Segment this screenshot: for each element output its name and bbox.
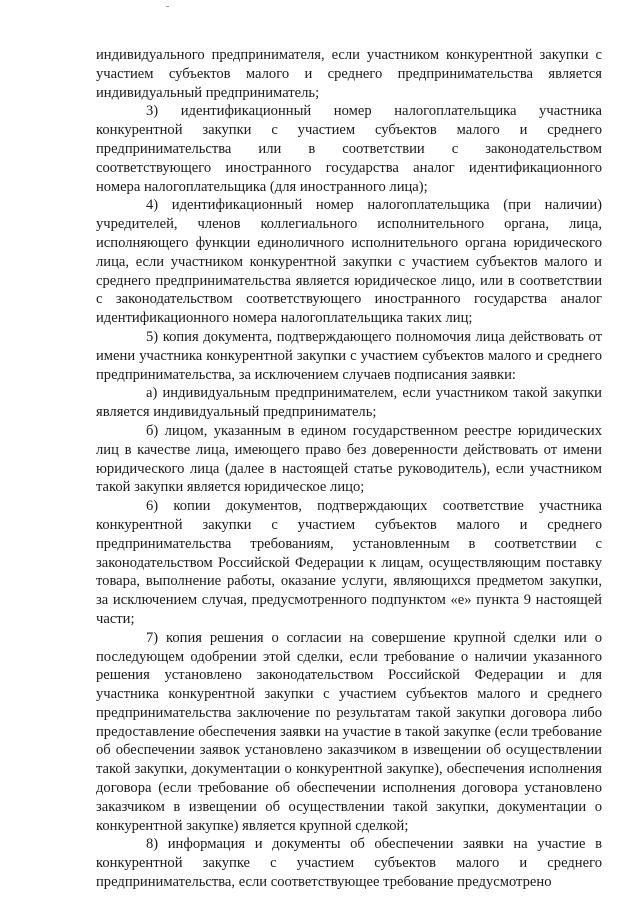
scan-artifact bbox=[166, 6, 169, 7]
document-body bbox=[96, 46, 602, 892]
paragraph-item-7: 7) копия решения о согласии на совершение крупной сделки или о последующем одобрении этой сделки, если требование о наличии указанного решения установлено законодательством Российской Федерации и для участника конкурентной закупки с участием субъектов малого и среднего предпринимательства заключение по результатам такой закупки договора либо предоставление обеспечения заявки на участие в такой закупке (если требование об обеспечении заявок установлено заказчиком в извещении об осуществлении такой закупки, документации о конкурентной закупке), обеспечения исполнения договора (если требование об обеспечении исполнения договора установлено заказчиком в извещении об осуществлении такой закупки, документации о конкурентной закупке) является крупной сделкой; bbox=[96, 629, 602, 834]
paragraph-item-3: 3) идентификационный номер налогоплательщика участника конкурентной закупки с участием субъектов малого и среднего предпринимательства или в соответствии с законодательством соответствующего иностранного государства аналог идентификационного номера налогоплательщика (для иностранного лица); bbox=[96, 103, 602, 195]
paragraph-item-6: 6) копии документов, подтверждающих соответствие участника конкурентной закупки с участием субъектов малого и среднего предпринимательства требованиям, установленным в соответствии с законодательством Российской Федерации к лицам, осуществляющим поставку товара, выполнение работы, оказание услуги, являющихся предметом закупки, за исключением случая, предусмотренного подпунктом «е» пункта 9 настоящей части; bbox=[96, 498, 602, 627]
paragraph-subitem-b: б) лицом, указанным в едином государственном реестре юридических лиц в качестве лица, имеющего право без доверенности действовать от имени юридического лица (далее в настоящей статье руководитель), если участником такой закупки является юридическое лицо; bbox=[96, 422, 602, 496]
paragraph-subitem-a: а) индивидуальным предпринимателем, если участником такой закупки является индивидуальный предприниматель; bbox=[96, 385, 602, 421]
paragraph-item-8: 8) информация и документы об обеспечении заявки на участие в конкурентной закупке с участием субъектов малого и среднего предпринимательства, если соответствующее требование предусмотрено bbox=[96, 836, 602, 891]
paragraph-continuation: индивидуального предпринимателя, если участником конкурентной закупки с участием субъектов малого и среднего предпринимательства является индивидуальный предприниматель; bbox=[96, 47, 602, 101]
paragraph-item-4: 4) идентификационный номер налогоплательщика (при наличии) учредителей, членов коллегиального исполнительного органа, лица, исполняющего функции единоличного исполнительного органа юридического лица, если участником конкурентной закупки с участием субъектов малого и среднего предпринимательства является юридическое лицо, или в соответствии с законодательством соответствующего иностранного государства аналог идентификационного номера налогоплательщика таких лиц; bbox=[96, 197, 602, 327]
paragraph-item-5: 5) копия документа, подтверждающего полномочия лица действовать от имени участника конкурентной закупки с участием субъектов малого и среднего предпринимательства, за исключением случаев подписания заявки: bbox=[96, 328, 602, 383]
